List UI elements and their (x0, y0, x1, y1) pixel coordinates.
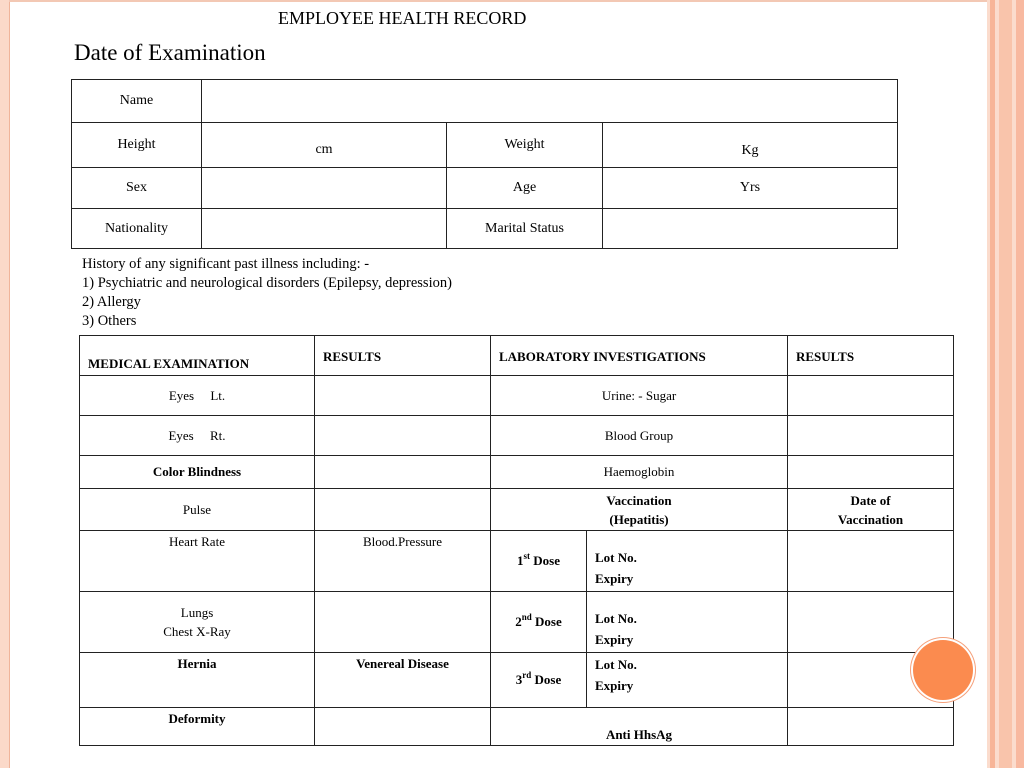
history-item-psychiatric: 1) Psychiatric and neurological disorders (Epilepsy, depression) (82, 275, 452, 291)
color-blindness-label: Color Blindness (80, 456, 315, 489)
third-dose-label (491, 653, 587, 708)
header-laboratory-investigations: LABORATORY INVESTIGATIONS (491, 336, 788, 376)
header-results-lab: RESULTS (788, 336, 954, 376)
dose-number: 2 (515, 614, 522, 629)
vaccination-text: Vaccination (837, 511, 904, 527)
medical-examination-table (79, 335, 954, 746)
anti-hbsag-result[interactable] (788, 708, 954, 746)
history-item-allergy: 2) Allergy (82, 294, 141, 310)
third-dose-lot-expiry (587, 653, 788, 708)
kg-unit: Kg (741, 143, 759, 158)
eyes-left-result[interactable] (315, 376, 491, 416)
dose-word: Dose (534, 672, 562, 687)
orange-circle-decoration (913, 640, 973, 700)
right-text: Rt. (209, 427, 226, 443)
header-medical-examination: MEDICAL EXAMINATION (80, 336, 315, 376)
age-label: Age (447, 168, 603, 209)
height-field[interactable] (202, 123, 447, 168)
venereal-disease-label: Venereal Disease (315, 653, 491, 708)
eyes-text: Eyes (168, 427, 194, 443)
weight-label: Weight (447, 123, 603, 168)
history-intro: History of any significant past illness including: - (82, 256, 370, 272)
lot-no-label: Lot No. (595, 657, 637, 672)
urine-sugar-result[interactable] (788, 376, 954, 416)
height-label: Height (72, 123, 202, 168)
dose-suffix: nd (521, 612, 532, 622)
lungs-result[interactable] (315, 592, 491, 653)
dose-suffix: rd (522, 670, 532, 680)
dose-suffix: st (523, 551, 531, 561)
history-item-others: 3) Others (82, 313, 137, 329)
vaccination-hepatitis-label (491, 489, 788, 531)
deformity-result[interactable] (315, 708, 491, 746)
lungs-text: Lungs (180, 605, 214, 620)
past-illness-history (82, 255, 452, 331)
anti-hbsag-label: Anti HhsAg (491, 708, 788, 746)
eyes-right-label (80, 416, 315, 456)
expiry-label: Expiry (595, 632, 634, 647)
name-field[interactable] (202, 80, 898, 123)
heart-rate-label: Heart Rate (80, 531, 315, 592)
header-results: RESULTS (315, 336, 491, 376)
marital-status-field[interactable] (603, 209, 898, 249)
sex-label: Sex (72, 168, 202, 209)
first-dose-label (491, 531, 587, 592)
hernia-label: Hernia (80, 653, 315, 708)
vaccination-text: Vaccination (606, 492, 672, 508)
lot-no-label: Lot No. (595, 550, 637, 565)
eyes-right-result[interactable] (315, 416, 491, 456)
haemoglobin-result[interactable] (788, 456, 954, 489)
right-stripe (1016, 0, 1024, 768)
blood-group-result[interactable] (788, 416, 954, 456)
first-dose-date[interactable] (788, 531, 954, 592)
date-of-vaccination-label (788, 489, 954, 531)
dose-number: 1 (517, 553, 524, 568)
first-dose-lot-expiry (587, 531, 788, 592)
top-border-decoration (9, 0, 987, 2)
nationality-label: Nationality (72, 209, 202, 249)
date-of-text: Date of (850, 492, 891, 508)
age-field[interactable] (603, 168, 898, 209)
lot-no-label: Lot No. (595, 611, 637, 626)
color-blindness-result[interactable] (315, 456, 491, 489)
pulse-label: Pulse (80, 489, 315, 531)
cm-unit: cm (315, 142, 333, 157)
urine-sugar-label: Urine: - Sugar (491, 376, 788, 416)
marital-status-label: Marital Status (447, 209, 603, 249)
dose-word: Dose (533, 553, 560, 568)
yrs-unit: Yrs (739, 180, 761, 195)
eyes-left-label (80, 376, 315, 416)
pulse-result[interactable] (315, 489, 491, 531)
dose-word: Dose (535, 614, 562, 629)
expiry-label: Expiry (595, 571, 634, 586)
second-dose-lot-expiry (587, 592, 788, 653)
right-stripe (999, 0, 1012, 768)
weight-field[interactable] (603, 123, 898, 168)
chest-xray-text: Chest X-Ray (163, 624, 231, 639)
nationality-field[interactable] (202, 209, 447, 249)
eyes-text: Eyes (168, 387, 195, 403)
sex-field[interactable] (202, 168, 447, 209)
deformity-label: Deformity (80, 708, 315, 746)
second-dose-label (491, 592, 587, 653)
date-of-examination-label: Date of Examination (74, 40, 266, 65)
blood-pressure-label: Blood.Pressure (315, 531, 491, 592)
name-label: Name (72, 80, 202, 123)
lungs-chest-xray-label (80, 592, 315, 653)
document-title: EMPLOYEE HEALTH RECORD (278, 8, 527, 28)
dose-number: 3 (515, 672, 523, 687)
expiry-label: Expiry (595, 678, 634, 693)
blood-group-label: Blood Group (491, 416, 788, 456)
hepatitis-text: (Hepatitis) (609, 511, 669, 527)
left-text: Lt. (210, 387, 226, 403)
personal-info-table (71, 79, 898, 249)
left-border-decoration (0, 0, 10, 768)
haemoglobin-label: Haemoglobin (491, 456, 788, 489)
